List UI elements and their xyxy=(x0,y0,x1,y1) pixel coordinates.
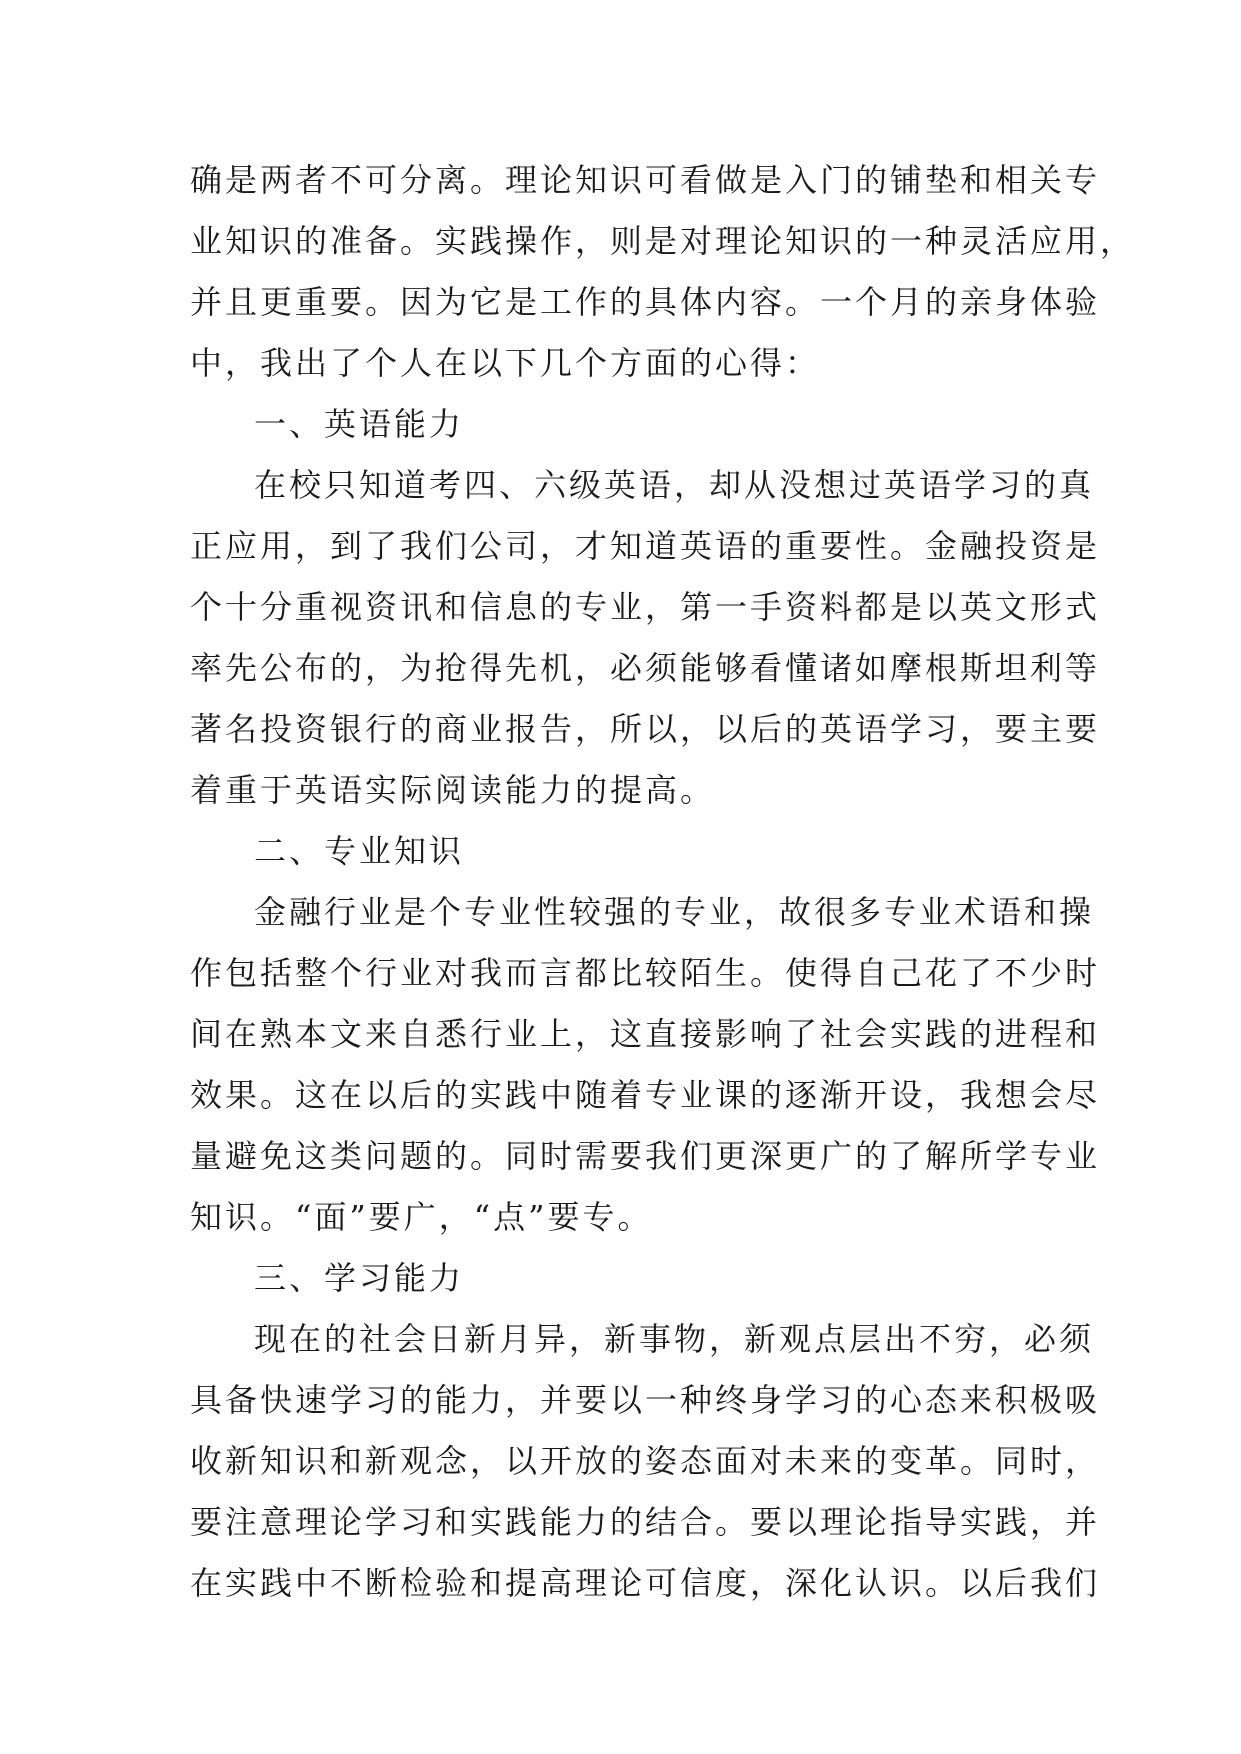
text-line: 现在的社会日新月异，新事物，新观点层出不穷，必须 xyxy=(254,1320,1095,1358)
text-line: 率先公布的，为抢得先机，必须能够看懂诸如摩根斯坦利等 xyxy=(190,649,1101,687)
text-line: 个十分重视资讯和信息的专业，第一手资料都是以英文形式 xyxy=(190,588,1101,626)
text-line: 间在熟本文来自悉行业上，这直接影响了社会实践的进程和 xyxy=(190,1015,1101,1053)
text-line: 三、学习能力 xyxy=(254,1259,465,1297)
text-line: 具备快速学习的能力，并要以一种终身学习的心态来积极吸 xyxy=(190,1381,1101,1419)
text-line: 确是两者不可分离。理论知识可看做是入门的铺垫和相关专 xyxy=(190,161,1101,199)
text-line: 着重于英语实际阅读能力的提高。 xyxy=(190,771,716,809)
text-line: 业知识的准备。实践操作，则是对理论知识的一种灵活应用， xyxy=(190,222,1136,260)
text-line: 在实践中不断检验和提高理论可信度，深化认识。以后我们 xyxy=(190,1564,1101,1602)
text-line: 知识。“面”要广，“点”要专。 xyxy=(190,1198,653,1236)
text-line: 正应用，到了我们公司，才知道英语的重要性。金融投资是 xyxy=(190,527,1101,565)
text-line: 金融行业是个专业性较强的专业，故很多专业术语和操 xyxy=(254,893,1095,931)
text-line: 量避免这类问题的。同时需要我们更深更广的了解所学专业 xyxy=(190,1137,1101,1175)
text-line: 在校只知道考四、六级英语，却从没想过英语学习的真 xyxy=(254,466,1095,504)
text-line: 中，我出了个人在以下几个方面的心得： xyxy=(190,344,821,382)
text-line: 一、英语能力 xyxy=(254,405,465,443)
text-line: 收新知识和新观念，以开放的姿态面对未来的变革。同时， xyxy=(190,1442,1101,1480)
text-line: 作包括整个行业对我而言都比较陌生。使得自己花了不少时 xyxy=(190,954,1101,992)
document-body xyxy=(190,150,1136,1614)
text-line: 要注意理论学习和实践能力的结合。要以理论指导实践，并 xyxy=(190,1503,1101,1541)
text-line: 著名投资银行的商业报告，所以，以后的英语学习，要主要 xyxy=(190,710,1101,748)
text-line: 效果。这在以后的实践中随着专业课的逐渐开设，我想会尽 xyxy=(190,1076,1101,1114)
text-line: 并且更重要。因为它是工作的具体内容。一个月的亲身体验 xyxy=(190,283,1101,321)
text-line: 二、专业知识 xyxy=(254,832,465,870)
